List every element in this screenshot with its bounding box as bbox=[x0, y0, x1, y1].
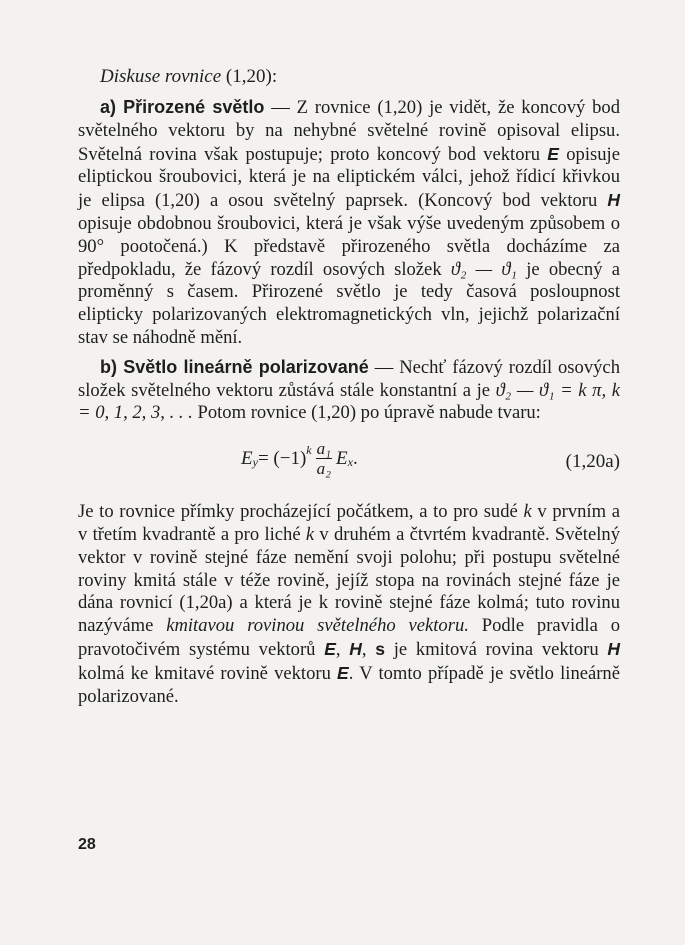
section-b-text-1: — Nechť fázový rozdíl osových složek světelného vektoru zůstává stále konstantní a je bbox=[78, 356, 620, 401]
page-content bbox=[78, 64, 620, 708]
para3-text-6: kolmá ke kmitavé rovině vektoru bbox=[78, 662, 338, 684]
section-b-label: b) Světlo lineárně polarizované bbox=[100, 356, 369, 377]
section-a-text-2: opisuje eliptickou šroubovici, která je na eliptickém válci, jehož řídicí křivkou je elipsa (1,20) a osou světelný paprsek. (Koncový bod vektoru bbox=[78, 143, 620, 212]
para3-text-7: . V tomto případě je světlo lineárně polarizované. bbox=[78, 662, 620, 707]
para3-comma-1: , bbox=[335, 638, 350, 660]
equation-1-20a bbox=[78, 433, 620, 495]
phase-condition: ϑ₂ — ϑ₁ = k π, k = 0, 1, 2, 3, . . . bbox=[78, 379, 620, 424]
section-a-paragraph bbox=[78, 96, 620, 350]
section-a-text-1: — Z rovnice (1,20) je vidět, že koncový bod světelného vektoru by na nehybné světelné rovině opisoval elipsu. Světelná rovina však postupuje; proto koncový bod vektoru bbox=[78, 97, 621, 165]
equation-number: (1,20a) bbox=[565, 451, 620, 473]
eq-denominator: a₂ bbox=[316, 459, 332, 479]
section-b-paragraph bbox=[78, 356, 620, 425]
eq-sign: = (−1) bbox=[257, 447, 307, 469]
section-b-text-2: Potom rovnice (1,20) po úpravě nabude tvaru: bbox=[192, 402, 541, 424]
phase-difference: ϑ₂ — ϑ₁ bbox=[450, 258, 517, 280]
eq-lhs-sub: y bbox=[252, 455, 258, 470]
eq-exponent: k bbox=[306, 443, 312, 458]
heading-ref: (1,20): bbox=[225, 66, 278, 87]
equation-body bbox=[241, 439, 358, 478]
eq-numerator: a₁ bbox=[316, 439, 332, 459]
para3-text-2: v prvním a v třetím kvadrantě a pro liché bbox=[78, 501, 620, 545]
para3-k-1: k bbox=[523, 501, 532, 523]
vector-h: H bbox=[607, 190, 620, 211]
vector-e: E bbox=[547, 143, 559, 164]
page-number: 28 bbox=[78, 836, 96, 853]
para3-text-5: je kmitová rovina vektoru bbox=[385, 638, 608, 660]
para3-vector-e-2: E bbox=[337, 662, 349, 683]
para3-vector-h: H bbox=[349, 638, 362, 659]
para3-comma-2: , bbox=[361, 638, 376, 660]
para3-vector-s: s bbox=[375, 638, 386, 659]
para3-k-2: k bbox=[305, 523, 315, 545]
section-a-text-4: je obecný a proměnný s časem. Přirozené světlo je tedy časová posloupnost elipticky polarizovaných elektromagnetických vln, jejichž polarizační stav se náhodně mění. bbox=[78, 258, 620, 348]
section-a-label: a) Přirozené světlo bbox=[100, 97, 265, 117]
section-a-text-3: opisuje obdobnou šroubovici, která je však výše uvedeným způsobem o 90° pootočená.) K představě přirozeného světla docházíme za předpokladu, že fázový rozdíl osových složek bbox=[78, 212, 620, 280]
heading-italic: Diskuse rovnice bbox=[100, 66, 222, 87]
eq-lhs: E bbox=[241, 447, 253, 469]
eq-fraction bbox=[316, 439, 332, 478]
para3-vector-h-2: H bbox=[607, 638, 621, 659]
para3-text-1: Je to rovnice přímky procházející počátkem, a to pro sudé bbox=[78, 501, 524, 523]
paragraph-3 bbox=[78, 501, 620, 708]
discussion-heading bbox=[100, 64, 620, 90]
eq-dot: . bbox=[352, 447, 358, 469]
eq-rhs-sub: x bbox=[347, 455, 353, 470]
para3-text-3: v druhém a čtvrtém kvadrantě. Světelný vektor v rovině stejné fáze nemění svoji polohu; při postupu světelné roviny kmitá stále v téže rovině, jejíž stopa na rovinách stejné fáze je dána rovnicí (1,20a) a která je k rovině stejné fáze kolmá; tuto rovinu nazýváme bbox=[78, 523, 620, 637]
para3-text-4: Podle pravidla o pravotočivém systému vektorů bbox=[78, 615, 620, 660]
eq-rhs: E bbox=[336, 447, 348, 469]
para3-vector-e: E bbox=[324, 638, 336, 659]
para3-term: kmitavou rovinou světelného vektoru. bbox=[166, 615, 469, 637]
